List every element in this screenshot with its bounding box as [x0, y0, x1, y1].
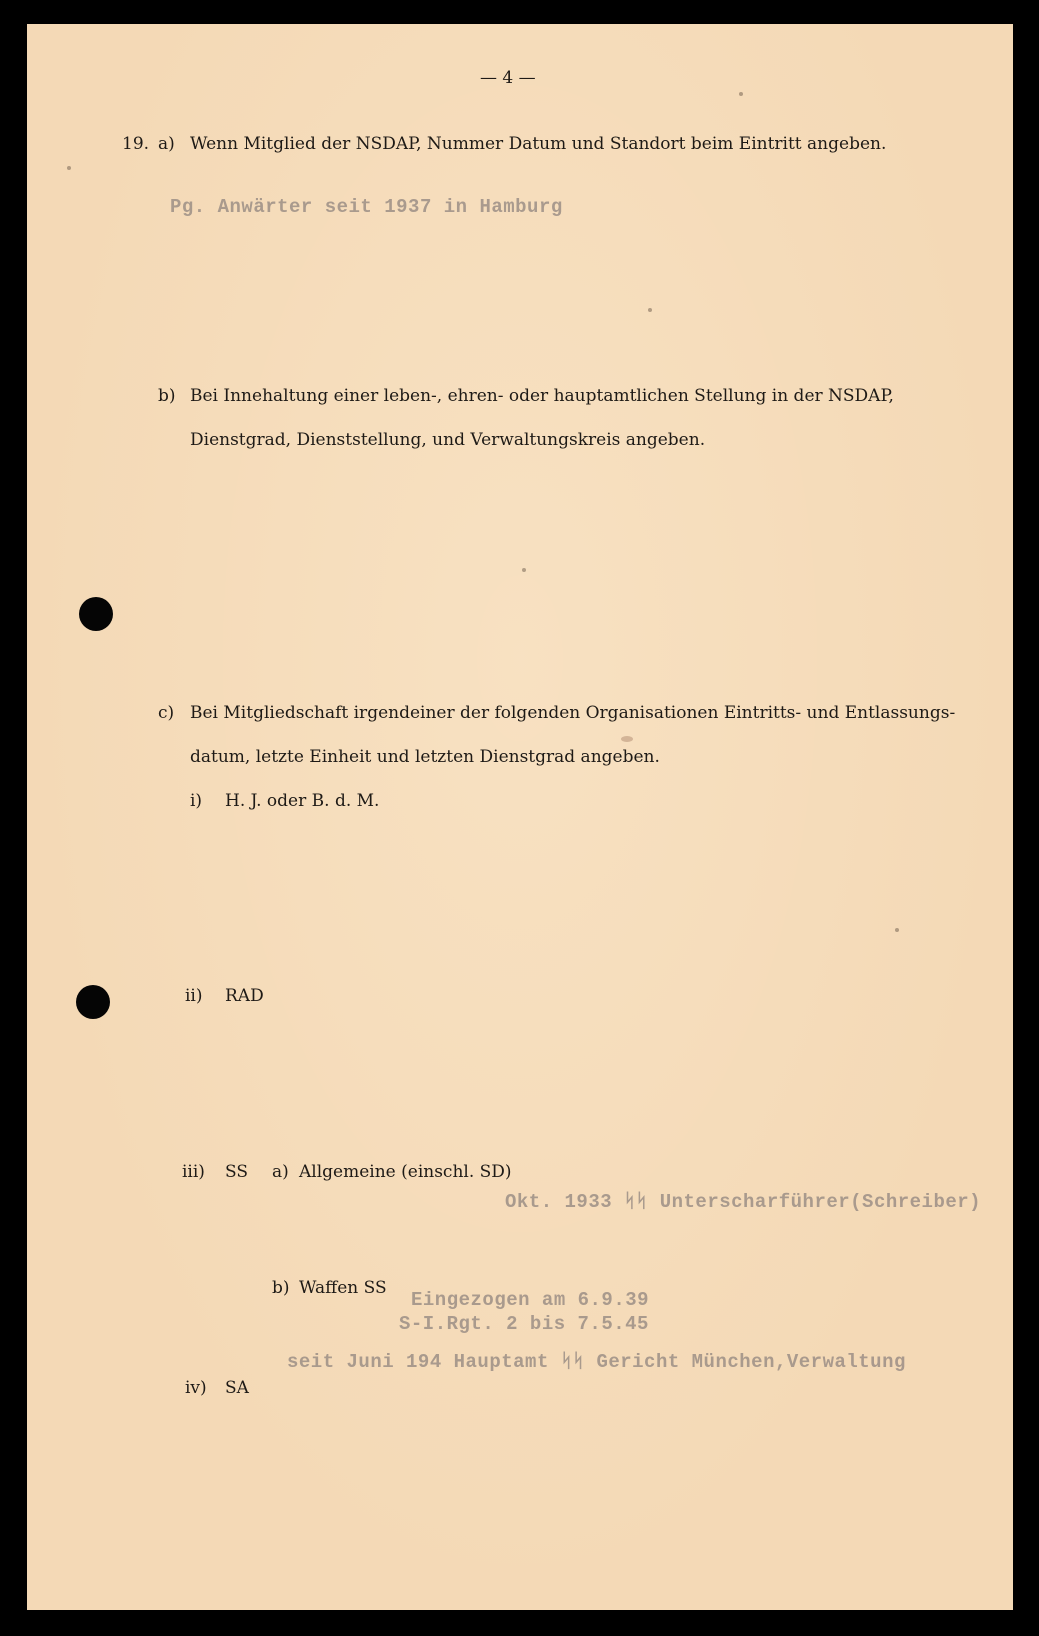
typed-answer-allgemeine-ss: Okt. 1933 ᛋᛋ Unterscharführer(Schreiber) — [505, 1191, 982, 1213]
question-c-line2: datum, letzte Einheit und letzten Dienstgrad angeben. — [190, 747, 660, 767]
typed-answer-sa: seit Juni 194 Hauptamt ᛋᛋ Gericht München,Verwaltung — [287, 1351, 906, 1373]
question-b-line1: Bei Innehaltung einer leben-, ehren- oder hauptamtlichen Stellung in der NSDAP, — [190, 386, 894, 406]
item-iii-a-text: Allgemeine (einschl. SD) — [299, 1162, 512, 1182]
question-a-label: a) — [158, 134, 175, 154]
question-a-text: Wenn Mitglied der NSDAP, Nummer Datum und Standort beim Eintritt angeben. — [190, 134, 887, 154]
typed-answer-a: Pg. Anwärter seit 1937 in Hamburg — [170, 196, 563, 218]
question-c-label: c) — [158, 703, 175, 723]
page-number: — 4 — — [480, 68, 536, 88]
item-ii-text: RAD — [225, 986, 264, 1006]
item-ii-label: ii) — [185, 986, 203, 1006]
item-iv-text: SA — [225, 1378, 249, 1398]
paper-speck — [621, 736, 633, 742]
item-iii-label: iii) — [182, 1162, 205, 1182]
question-c-line1: Bei Mitgliedschaft irgendeiner der folgenden Organisationen Eintritts- und Entlassungs- — [190, 703, 956, 723]
typed-answer-waffen-ss-line1: Eingezogen am 6.9.39 — [411, 1289, 650, 1311]
paper-speck — [648, 308, 652, 312]
paper-speck — [522, 568, 526, 572]
question-b-label: b) — [158, 386, 176, 406]
typed-answer-waffen-ss-line2: S-I.Rgt. 2 bis 7.5.45 — [399, 1313, 649, 1335]
question-b-line2: Dienstgrad, Dienststellung, und Verwaltungskreis angeben. — [190, 430, 706, 450]
item-iii-b-text: Waffen SS — [299, 1278, 387, 1298]
punch-hole — [79, 597, 113, 631]
item-iii-b-label: b) — [272, 1278, 290, 1298]
item-iii-a-label: a) — [272, 1162, 289, 1182]
item-iii-org: SS — [225, 1162, 248, 1182]
item-i-text: H. J. oder B. d. M. — [225, 791, 380, 811]
paper-speck — [67, 166, 71, 170]
paper-speck — [895, 928, 899, 932]
question-number: 19. — [122, 134, 150, 154]
paper-speck — [739, 92, 743, 96]
punch-hole — [76, 985, 110, 1019]
item-iv-label: iv) — [185, 1378, 207, 1398]
item-i-label: i) — [190, 791, 203, 811]
document-page — [27, 24, 1013, 1610]
